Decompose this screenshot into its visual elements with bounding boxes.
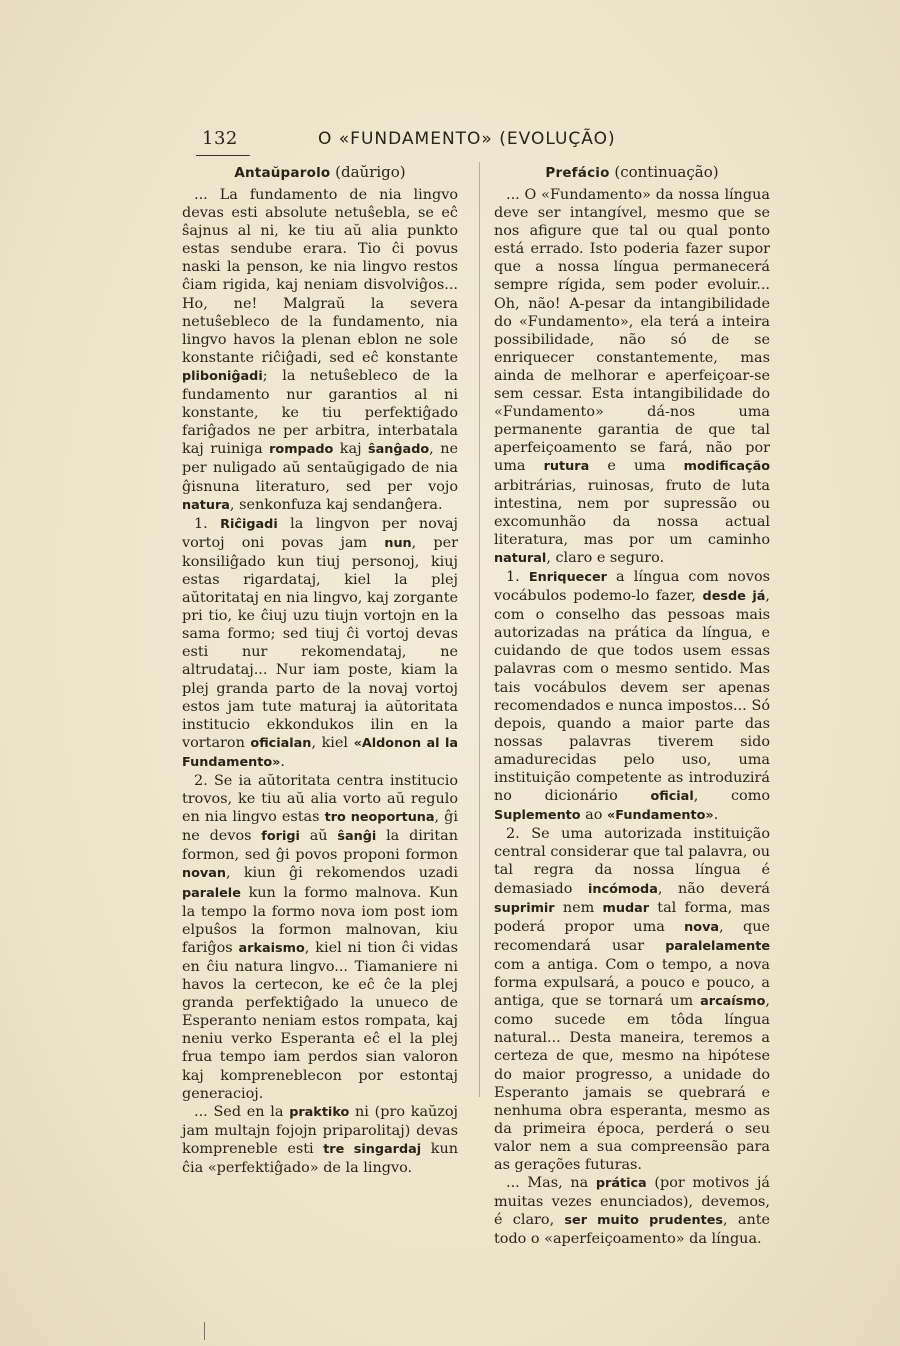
portuguese-heading	[494, 163, 770, 182]
bold-term: «Fundamento»	[607, 808, 714, 824]
portuguese-paragraph-4	[494, 1174, 770, 1248]
running-title: O «FUNDAMENTO» (EVOLUÇÃO)	[318, 129, 616, 149]
text-span: e uma	[589, 458, 684, 475]
esperanto-paragraph-1	[182, 186, 458, 515]
bold-term: Enriquecer	[528, 569, 607, 585]
bold-term: oficial	[650, 789, 694, 805]
text-span: nem	[554, 899, 603, 916]
bold-term: desde já	[702, 589, 766, 605]
text-span: , kiel ni tion ĉi vidas en ĉiu natura lingvo... Tiamaniere ni havos la certecon, ke eĉ ĉe la plej granda perfektiĝado la unueco de Esperanto neniam estos rompata, kaj neniu verko Esperanta eĉ el la plej frua tempo iam perdos sian valoron kaj kompreneblecon por estontaj generacioj.	[182, 939, 458, 1102]
portuguese-column	[494, 163, 770, 1248]
bold-term: paralele	[182, 885, 241, 901]
text-span: , senkonfuza kaj sendanĝera.	[229, 496, 443, 513]
heading-rest: (daŭrigo)	[330, 163, 406, 181]
text-span: , claro e seguro.	[546, 549, 665, 566]
bold-term: arkaismo	[238, 940, 305, 956]
bold-term: «Aldonon al la Fundamento»	[182, 735, 458, 770]
page-number: 132	[202, 128, 238, 149]
text-span: , ĝi ne devos	[182, 809, 458, 845]
text-span: , ne per nuligado aŭ sentaŭgigado de nia ĝisnuna literaturo, sed per vojo	[182, 441, 458, 495]
bold-term: ser muito prudentes	[564, 1213, 724, 1229]
bold-term: forigi	[261, 829, 300, 845]
heading-bold: Antaŭparolo	[234, 165, 331, 181]
page-number-rule	[196, 155, 250, 156]
text-span: ... O «Fundamento» da nossa língua deve ser intangível, mesmo que se nos afigure que tal ou qual ponto está errado. Isto poderia fazer supor que a nossa língua permanecerá sempre rígida, sem poder evoluir... Oh, não! A-pesar da intangibilidade do «Fundamento», ela terá a inteira possibilidade, não só de se enriquecer constantemente, mas ainda de melhorar e aperfeiçoar-se sem cessar. Esta intangibilidade do «Fundamento» dá-nos uma permanente garantia de que tal aperfeiçoamento se fará, não por uma	[494, 187, 770, 475]
page-header	[196, 128, 756, 158]
item-number: 1.	[506, 568, 529, 585]
item-number: 2.	[506, 826, 532, 843]
heading-bold: Prefácio	[545, 165, 610, 181]
bold-term: praktiko	[289, 1104, 350, 1120]
bold-term: novan	[182, 866, 226, 882]
bold-term: natural	[494, 550, 547, 566]
text-span: aŭ	[299, 828, 338, 845]
text-span: , como sucede em tôda língua natural... Desta maneira, teremos a certeza de que, mesmo na hipótese do maior progresso, a unidade do Esperanto jamais se quebrará e nenhuma obra esperanta, mesmo as da primeira época, perderá o seu valor nem a sua compreensão para as gerações futuras.	[494, 993, 770, 1173]
portuguese-paragraph-1	[494, 186, 770, 568]
text-span: , kiel	[311, 734, 354, 751]
column-divider	[479, 162, 480, 1097]
text-span: , como	[693, 788, 771, 805]
bold-term: paralelamente	[665, 938, 770, 954]
text-span: , kiun ĝi rekomendos uzadi	[226, 865, 458, 882]
text-span: , não deverá	[657, 880, 770, 897]
esperanto-column	[182, 163, 458, 1177]
bold-term: suprimir	[494, 900, 555, 916]
text-span: , com o conselho das pessoas mais autorizadas na prática da língua, e cuidando de que todos usem essas palavras com o mesmo sentido. Mas tais vocábulos devem ser apenas recomendados e nunca impostos... Só depois, quando a maior parte das nossas palavras tiverem sido amadurecidas pelo uso, uma instituição competente as introduzirá no dicionário	[494, 588, 770, 805]
esperanto-paragraph-3	[182, 772, 458, 1103]
bold-term: rompado	[269, 442, 334, 458]
text-span: ; la netuŝebleco de la fundamento nur garantios al ni konstante, ke tiu perfektiĝado fariĝados ne per arbitra, interbatala kaj ruiniga	[182, 367, 458, 458]
bold-term: natura	[182, 497, 230, 513]
text-span: la diritan formon, sed ĝi povos proponi formon	[182, 828, 458, 864]
text-span: kun ĉia «perfektiĝado» de la lingvo.	[182, 1140, 458, 1176]
bold-term: ŝanĝi	[337, 829, 377, 845]
text-span: .	[280, 753, 285, 770]
text-span: ao	[580, 807, 607, 824]
text-span: ... Sed en la	[194, 1103, 290, 1120]
item-number: 2.	[194, 773, 214, 789]
text-span: Se ia aŭtoritata centra institucio trovos, ke tiu aŭ alia vorto aŭ regulo en nia lingvo estas	[182, 773, 458, 826]
text-span: arbitrárias, ruinosas, fruto de luta intestina, nem por supressão ou excomunhão da nossa actual literatura, mas por um caminho	[494, 477, 770, 548]
text-span: , que recomendará usar	[494, 918, 770, 954]
text-span: tal forma, mas poderá propor uma	[494, 899, 770, 935]
bold-term: Riĉigadi	[220, 516, 278, 532]
heading-rest: (continuação)	[609, 163, 719, 181]
esperanto-paragraph-4	[182, 1103, 458, 1177]
bold-term: Suplemento	[494, 808, 581, 824]
text-span: (por motivos já muitas vezes enunciados), devemos, é claro,	[494, 1175, 770, 1229]
text-span: ni (pro kaŭzoj jam multajn fojojn priparolitaj) devas kompreneble esti	[182, 1103, 458, 1157]
bold-term: rutura	[543, 459, 590, 475]
bold-term: ŝanĝado	[368, 442, 430, 458]
text-span: a língua com novos vocábulos podemo-lo fazer,	[494, 568, 771, 605]
esperanto-paragraph-2	[182, 515, 458, 772]
text-span: Se uma autorizada instituição central considerar que tal palavra, ou tal regra da nossa língua é demasiado	[494, 826, 770, 897]
bold-term: oficialan	[250, 735, 312, 751]
bold-term: incómoda	[588, 881, 658, 897]
bold-term: tre singardaj	[323, 1141, 422, 1157]
bold-term: tro neoportuna	[324, 810, 435, 826]
text-span: , per konsiliĝado kun tiuj personoj, kiuj estas rigardataj, kiel la plej aŭtoritataj en nia lingvo, kaj zorgante pri tio, ke ĉiuj uzu tiujn vortojn en la sama formo; sed tiuj ĉi vortoj devas esti nur rekomendataj, ne altrudataj... Nur iam poste, kiam la plej granda parto de la novaj vortoj estos jam tute maturaj ia aŭtoritata institucio ekkondukos ilin en la vortaron	[182, 534, 458, 751]
text-span: ... Mas, na	[506, 1175, 596, 1192]
esperanto-heading	[182, 163, 458, 182]
text-span: la lingvon per novaj vortoj oni povas jam	[182, 515, 459, 551]
item-number: 1.	[194, 515, 221, 532]
text-span: .	[713, 807, 719, 824]
text-span: com a antiga. Com o tempo, a nova forma expulsará, a pouco e pouco, a antiga, que se tornará um	[494, 956, 770, 1010]
text-span: , ante todo o «aperfeiçoamento» da língua.	[494, 1212, 771, 1248]
bold-term: arcaísmo	[700, 994, 766, 1010]
portuguese-paragraph-2	[494, 568, 770, 825]
bold-term: modificação	[683, 459, 771, 475]
bold-term: nova	[684, 919, 720, 935]
bold-term: prática	[595, 1176, 647, 1192]
bold-term: pliboniĝadi	[182, 368, 263, 384]
portuguese-paragraph-3	[494, 825, 770, 1174]
bold-term: mudar	[602, 900, 650, 916]
text-span: kaj	[333, 441, 369, 458]
page-edge-mark	[204, 1322, 205, 1340]
text-span: ... La fundamento de nia lingvo devas esti absolute netuŝebla, se eĉ ŝajnus al ni, ke tiu aŭ alia punkto estas sendube erara. Tio ĉi povus naski la penson, ke nia lingvo restos ĉiam rigida, kaj neniam disvolviĝos... Ho, ne! Malgraŭ la severa netuŝebleco de la fundamento, nia lingvo havos la plenan eblon ne sole konstante riĉiĝadi, sed eĉ konstante	[182, 187, 458, 366]
bold-term: nun	[384, 535, 412, 551]
text-span: kun la formo malnova. Kun la tempo la formo nova iom post iom elpuŝos la formon malnovan, kiu fariĝos	[182, 884, 458, 956]
